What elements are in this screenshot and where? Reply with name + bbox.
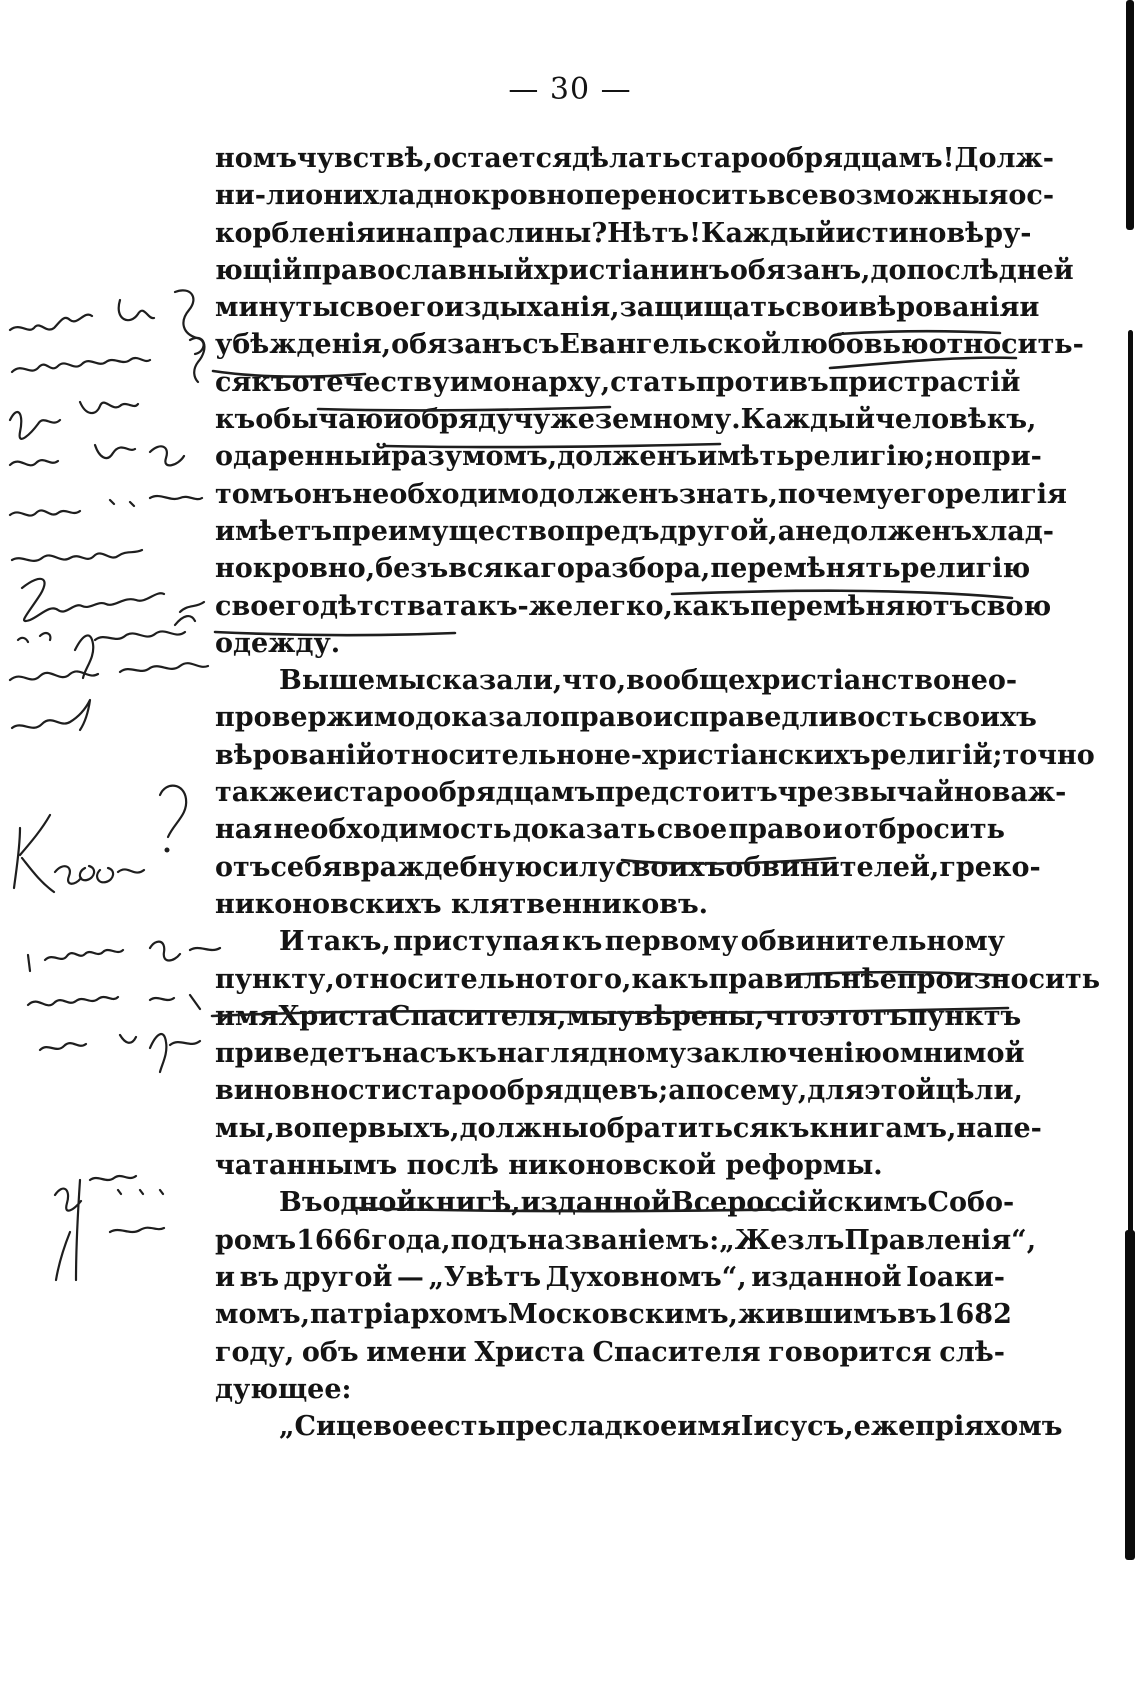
word: пунктъ [907, 1000, 1022, 1032]
word: обвинителей, [725, 851, 940, 883]
word: произносить [896, 963, 1101, 995]
word: точно [1002, 739, 1095, 771]
handwritten-note [22, 579, 204, 621]
word: вѣру- [946, 217, 1032, 249]
word: корбленія [215, 217, 376, 249]
word: истино [835, 217, 947, 249]
word: христіанинъ [533, 254, 730, 286]
word: религію; [794, 441, 935, 473]
word: Христа [474, 1336, 585, 1368]
word: отечеству [291, 366, 450, 398]
word: православный [302, 254, 534, 286]
text-line: чатаннымъ послѣ никоновской реформы. [215, 1150, 883, 1182]
word: для [807, 1075, 865, 1107]
word: старообрядцевъ; [401, 1075, 669, 1107]
word: мнимой [899, 1038, 1025, 1070]
word: перемѣнять [710, 553, 901, 585]
word: преимущество [332, 515, 566, 547]
word: къ [251, 366, 292, 398]
word: и [822, 814, 843, 846]
handwritten-note [10, 290, 204, 354]
handwritten-note [10, 445, 184, 465]
word: къ [456, 1038, 497, 1070]
word: другой, [659, 515, 778, 547]
underline-mark [212, 1008, 1008, 1016]
word: доказать [512, 814, 656, 846]
word: въ [897, 1299, 937, 1331]
word: при- [971, 441, 1042, 473]
word: необходимость [273, 814, 512, 846]
handwritten-note [10, 496, 202, 516]
word: своихъ [926, 702, 1037, 734]
word: есть [427, 1411, 496, 1443]
word: до [870, 254, 907, 286]
word: одной [322, 1187, 417, 1219]
word: заключенію [686, 1038, 882, 1070]
word: вообще [626, 665, 746, 697]
word: И [279, 926, 305, 958]
word: книгамъ, [809, 1112, 957, 1144]
word: Долж- [954, 143, 1054, 174]
word: и [449, 366, 470, 398]
underline-mark [385, 444, 720, 447]
word: долженъ [538, 478, 679, 510]
word: христіанство [745, 665, 951, 697]
word: не [795, 515, 833, 547]
handwritten-note [12, 550, 142, 561]
word: также [215, 777, 314, 809]
word: долженъ [557, 441, 698, 473]
word: Московскимъ, [507, 1299, 738, 1331]
word: года, [371, 1224, 451, 1256]
word: относить- [928, 329, 1084, 361]
word: Іисусъ, [740, 1411, 854, 1443]
underline-mark [672, 591, 1012, 598]
word: относительно [334, 963, 553, 995]
word: цѣли, [935, 1075, 1023, 1107]
word: мы [566, 1000, 618, 1032]
word: пристрастій [828, 366, 1021, 398]
word: увѣрены, [617, 1000, 765, 1032]
text-line: никоновскихъ клятвенниковъ. [215, 888, 709, 920]
word: Каждый [700, 217, 836, 249]
word: имя [677, 1411, 741, 1443]
handwritten-note [10, 663, 208, 680]
word: монарху, [469, 366, 611, 398]
word: насъ [382, 1038, 457, 1070]
word: должны [459, 1112, 589, 1144]
word: доказало [415, 702, 561, 734]
word: имѣетъ [215, 515, 333, 547]
word: его [893, 478, 946, 510]
word: ющій [215, 254, 303, 286]
word: защищать [619, 292, 786, 324]
word: обязанъ, [729, 254, 871, 286]
word: 1666 [296, 1224, 372, 1256]
word: хладнокровно [362, 180, 585, 212]
word: враждебную [342, 851, 543, 883]
word: не-христіанскихъ [593, 739, 871, 771]
page-number: — 30 — [508, 72, 632, 107]
word: провержимо [215, 702, 416, 734]
word: отбросить [843, 814, 1005, 846]
word: и [383, 404, 404, 436]
word: Нѣтъ! [607, 217, 701, 249]
word: своихъ [615, 851, 726, 883]
underline-mark [786, 972, 1005, 976]
word: „Жезлъ [719, 1224, 845, 1256]
word: всевозможныя [766, 180, 1009, 212]
word: издыханія, [444, 292, 620, 324]
word: и [652, 702, 673, 734]
word: легко, [573, 590, 673, 622]
word: ся [215, 366, 252, 398]
word: силу [542, 851, 616, 883]
word: ная [215, 814, 273, 846]
word: противъ [695, 366, 829, 398]
word: Евангельской [559, 329, 782, 361]
word: приведетъ [215, 1038, 383, 1070]
word: Каждый [740, 404, 876, 436]
word: первыхъ, [311, 1112, 460, 1144]
word: объ [301, 1336, 359, 1368]
word: приступая [393, 926, 560, 958]
word: Христа [278, 1000, 389, 1032]
word: пункту, [215, 963, 335, 995]
word: важ- [991, 777, 1067, 809]
word: право [728, 814, 822, 846]
word: мы, [215, 1112, 275, 1144]
word: свои [785, 292, 859, 324]
word: о [881, 1038, 900, 1070]
word: одаренный [215, 441, 392, 473]
word: 1682 [936, 1299, 1012, 1331]
word: какъ [631, 963, 709, 995]
word: первому [604, 926, 739, 958]
handwritten-note [12, 338, 204, 382]
underline-mark [213, 371, 365, 377]
word: году, [215, 1336, 295, 1368]
word: своего [215, 590, 320, 622]
word: Выше [279, 665, 376, 697]
word: Духовномъ“, [545, 1261, 747, 1293]
word: Правленія“, [844, 1224, 1037, 1256]
underline-mark [622, 858, 835, 864]
word: другой [283, 1261, 393, 1293]
word: своего [339, 292, 445, 324]
word: жившимъ [737, 1299, 898, 1331]
word: къ [215, 404, 256, 436]
word: право [560, 702, 653, 734]
text-line: одежду. [215, 627, 341, 659]
word: всякаго [448, 553, 575, 585]
word: „Сицевое [279, 1411, 428, 1443]
word: слѣ- [939, 1336, 1005, 1368]
word: патріархомъ [310, 1299, 508, 1331]
word: ос- [1008, 180, 1055, 212]
word: а [668, 1075, 686, 1107]
margin-note-text [14, 820, 162, 866]
word: обвинительному [740, 926, 1005, 958]
word: религія [945, 478, 1067, 510]
word: дѣлать [572, 143, 681, 174]
word: имени [366, 1336, 467, 1368]
word: изданной [751, 1261, 902, 1293]
word: но [934, 441, 972, 473]
word: вѣрованій [215, 739, 376, 771]
word: того, [552, 963, 632, 995]
word: пресладкое [495, 1411, 678, 1443]
word: подъ [450, 1224, 528, 1256]
word: Въ [279, 1187, 323, 1219]
handwritten-note [12, 700, 90, 730]
underline-mark [830, 358, 1016, 368]
word: старообрядцамъ! [680, 143, 955, 174]
underline-mark [318, 407, 610, 410]
word: справедливость [672, 702, 927, 734]
word: обратиться [588, 1112, 770, 1144]
word: остается [433, 143, 573, 174]
word: Спасителя, [388, 1000, 567, 1032]
word: обязанъ [391, 329, 523, 361]
word: съ [522, 329, 560, 361]
word: необходимо [352, 478, 539, 510]
word: хлад- [972, 515, 1054, 547]
word: мы [375, 665, 426, 697]
word: послѣдней [906, 254, 1074, 286]
word: свое [656, 814, 728, 846]
word: разумомъ, [391, 441, 558, 473]
word: изданной [520, 1187, 671, 1219]
word: ромъ [215, 1224, 297, 1256]
word: безъ [375, 553, 449, 585]
word: чужеземному. [513, 404, 741, 436]
word: виновности [215, 1075, 402, 1107]
word: номъ [215, 143, 297, 174]
word: и [313, 777, 334, 809]
word: долженъ [832, 515, 973, 547]
word: что, [562, 665, 627, 697]
word: нокровно, [215, 553, 376, 585]
word: въ [239, 1261, 280, 1293]
word: нео- [950, 665, 1018, 697]
word: и [1019, 292, 1040, 324]
word: относительно [375, 739, 594, 771]
word: къ [769, 1112, 810, 1144]
word: обряду [403, 404, 514, 436]
word: предъ [565, 515, 660, 547]
word: стать [610, 366, 696, 398]
word: греко- [939, 851, 1041, 883]
handwritten-note [55, 1176, 164, 1280]
word: пріяхомъ [915, 1411, 1063, 1443]
word: перемѣняютъ [750, 590, 971, 622]
word: разбора, [574, 553, 711, 585]
word: Іоаки- [906, 1261, 1005, 1293]
word: себя [270, 851, 343, 883]
word: что [764, 1000, 819, 1032]
word: любовью [781, 329, 929, 361]
word: вѣрованія [858, 292, 1020, 324]
word: дѣтства [319, 590, 444, 622]
word: онъ [293, 478, 353, 510]
handwritten-note [10, 402, 138, 439]
word: обычаю [255, 404, 384, 436]
word: книгѣ, [416, 1187, 521, 1219]
word: предстоитъ [595, 777, 778, 809]
word: названіемъ: [527, 1224, 720, 1256]
word: минуты [215, 292, 340, 324]
underline-mark [215, 632, 455, 635]
underline-mark [838, 331, 1000, 334]
word: а [777, 515, 796, 547]
word: имѣть [697, 441, 795, 473]
word: момъ, [215, 1299, 311, 1331]
word: наглядному [496, 1038, 687, 1070]
word: ни-ли [215, 180, 306, 212]
word: этой [864, 1075, 936, 1107]
word: во [274, 1112, 312, 1144]
word: свою [970, 590, 1052, 622]
word: какъ [672, 590, 751, 622]
word: убѣжденія, [215, 329, 392, 361]
word: Собо- [927, 1187, 1015, 1219]
handwritten-note [28, 942, 220, 971]
word: старообрядцамъ [333, 777, 596, 809]
word: Всероссійскимъ [670, 1187, 928, 1219]
word: напраслины? [395, 217, 608, 249]
word: напе- [956, 1112, 1042, 1144]
word: „Увѣтъ [428, 1261, 542, 1293]
word: переносить [584, 180, 767, 212]
word: посему, [685, 1075, 808, 1107]
handwritten-note [40, 1034, 200, 1072]
word: религій; [870, 739, 1003, 771]
word: имя [215, 1000, 279, 1032]
word: къ [562, 926, 603, 958]
word: и [375, 217, 396, 249]
word: чрезвычайно [777, 777, 992, 809]
handwritten-note [28, 995, 200, 1009]
word: этотъ [818, 1000, 908, 1032]
word: — [396, 1261, 424, 1293]
text-line: дующее: [215, 1373, 352, 1405]
word: еже [853, 1411, 916, 1443]
word: говорится [768, 1336, 932, 1368]
word: знать, [678, 478, 778, 510]
underline-mark [355, 1208, 800, 1211]
word: правильнѣе [708, 963, 897, 995]
word: они [305, 180, 363, 212]
word: томъ [215, 478, 294, 510]
word: чувствѣ, [296, 143, 434, 174]
word: почему [777, 478, 894, 510]
word: сказали, [425, 665, 563, 697]
word: и [215, 1261, 236, 1293]
word: отъ [215, 851, 271, 883]
word: человѣкъ, [875, 404, 1037, 436]
word: Спасителя [592, 1336, 761, 1368]
word: такъ-же [443, 590, 574, 622]
word: религію [900, 553, 1031, 585]
word: такъ, [306, 926, 391, 958]
